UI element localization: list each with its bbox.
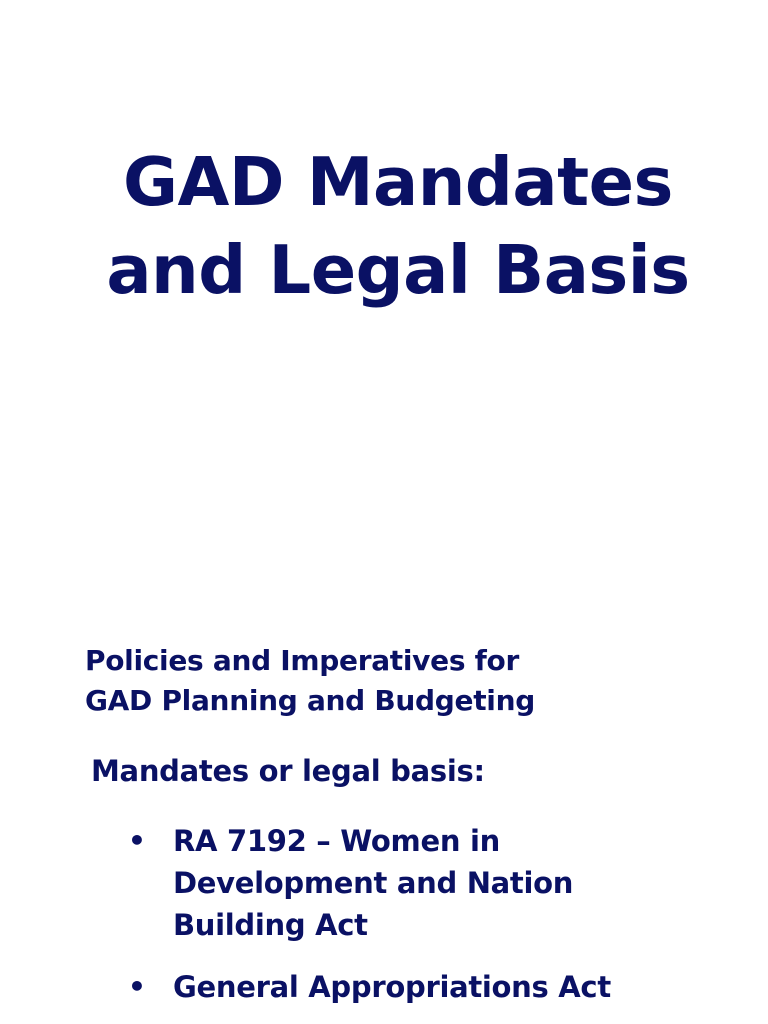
section-subtitle xyxy=(85,641,535,721)
slide-title-line-2: and Legal Basis xyxy=(106,231,690,309)
bullet-icon: • xyxy=(128,824,146,857)
slide-title-line-1: GAD Mandates xyxy=(123,143,673,221)
list-item-line: Building Act xyxy=(173,908,368,942)
list-item-line: Development and Nation xyxy=(173,866,574,900)
list-item xyxy=(128,966,611,1008)
section-subtitle-line-2: GAD Planning and Budgeting xyxy=(85,684,535,717)
bullet-icon: • xyxy=(128,970,146,1003)
section-subtitle-line-1: Policies and Imperatives for xyxy=(85,644,519,677)
mandates-heading: Mandates or legal basis: xyxy=(91,754,485,788)
mandates-list xyxy=(128,820,611,1008)
slide-title xyxy=(0,138,768,314)
list-item xyxy=(128,820,611,946)
list-item-line: RA 7192 – Women in xyxy=(173,824,500,858)
list-item-line: General Appropriations Act xyxy=(173,970,611,1004)
